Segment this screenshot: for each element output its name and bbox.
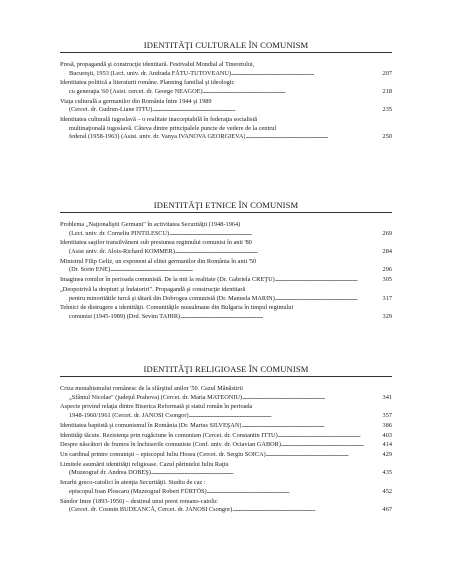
toc-entry-text: comunist (1945-1989) (Drd. Sevim TAHIR): [69, 312, 181, 320]
page-number: 296: [382, 266, 392, 274]
toc-entry: [60, 79, 392, 96]
toc-entry-line: [60, 248, 392, 257]
page-number: 341: [382, 393, 392, 401]
toc-entry-text: (Asist univ. dr. Alois-Richard KOMMER): [69, 247, 175, 255]
toc-entry-line: [60, 116, 392, 125]
page-number: 207: [382, 69, 392, 77]
toc-entry: [60, 403, 392, 420]
toc-entry-text: Un cardinal printre comunişti – episcopul Iuliu Hossu (Cercet. dr. Sergiu SOICA): [60, 451, 266, 459]
toc-entry-line: [60, 221, 392, 230]
section-cultural: [60, 40, 392, 143]
toc-entry-line: [60, 125, 392, 134]
toc-list: [60, 61, 392, 142]
toc-entry-text: multinaţională iugoslavă. Câteva dintre principalele puncte de vedere de la centrul: [69, 124, 277, 132]
toc-entry-line: [60, 506, 392, 515]
toc-entry: [60, 276, 392, 285]
toc-entry: [60, 304, 392, 321]
toc-entry-line: [60, 479, 392, 488]
toc-entry-text: Ierarhi greco-catolici în atenţia Securităţii. Studiu de caz :: [60, 479, 206, 487]
page-number: 435: [382, 469, 392, 477]
dot-leader: [278, 432, 382, 441]
toc-entry-text: „Deopotrivă la drepturi şi îndatoriri". Propagandă şi construcţie identitară: [60, 285, 246, 293]
dot-leader: [175, 248, 382, 257]
toc-entry: [60, 498, 392, 515]
toc-entry-line: [60, 239, 392, 248]
toc-entry-line: [60, 394, 392, 403]
dot-leader: [231, 70, 381, 79]
toc-list: [60, 385, 392, 515]
page-number: 250: [382, 133, 392, 141]
toc-entry-text: (Cercet. dr. Cosmin BUDEANCĂ, Cercet. dr. JÁNOSI Csongor): [69, 506, 233, 514]
toc-entry-text: (Cercet. dr. Gudrun-Liane ITTU): [69, 106, 153, 114]
page-number: 386: [382, 421, 392, 429]
toc-entry-text: Criza monahismului românesc de la sfârşitul anilor '50. Cazul Mănăstirii: [60, 385, 244, 392]
toc-entry: [60, 451, 392, 460]
toc-entry-line: [60, 276, 392, 285]
dot-leader: [151, 469, 382, 478]
toc-entry-text: federal (1958-1963) (Asist. univ. dr. Vanya IVANOVA GEORGIEVA): [69, 133, 246, 141]
toc-entry-line: [60, 441, 392, 450]
toc-entry-line: [60, 488, 392, 497]
dot-leader: [232, 506, 381, 515]
toc-entry-line: [60, 469, 392, 478]
page-number: 218: [382, 87, 392, 95]
page-number: 414: [382, 441, 392, 449]
dot-leader: [281, 441, 382, 450]
toc-entry-text: Presă, propagandă şi construcţie identitară. Festivalul Mondial al Tineretului,: [60, 61, 255, 68]
toc-entry-line: [60, 106, 392, 115]
toc-entry-text: Despre născători de frumos în închisorile comuniste (Conf. univ. dr. Octavian GABOR): [60, 441, 281, 449]
toc-entry-line: [60, 61, 392, 70]
dot-leader: [152, 106, 381, 115]
toc-entry: [60, 221, 392, 238]
toc-entry-text: episcopul Ioan Ploscaru (Muzeograf Robert FÜRTÖS): [69, 487, 207, 495]
toc-entry: [60, 116, 392, 142]
toc-entry-text: cu generaţia '60 (Asist. cercet. dr. George NEAGOE): [69, 87, 203, 95]
toc-entry: [60, 385, 392, 402]
toc-entry-text: Bucureşti, 1953 (Lect. univ. dr. Andrada FĂTU-TUTOVEANU): [69, 69, 232, 77]
page-number: 452: [382, 487, 392, 495]
toc-entry-line: [60, 461, 392, 470]
toc-entry: [60, 98, 392, 115]
toc-entry-text: „Sfântul Nicolae" (judeţul Prahova) (Cercet. dr. Maria MATEONIU): [69, 393, 243, 401]
page-number: 467: [382, 506, 392, 514]
toc-entry-text: Problema „Naţionaliştii Germani" în activitatea Securităţii (1948-1964): [60, 221, 241, 228]
toc-entry-line: [60, 432, 392, 441]
toc-entry-line: [60, 295, 392, 304]
dot-leader: [275, 295, 382, 304]
toc-entry-line: [60, 133, 392, 142]
toc-entry-text: pentru minoritătile turcă şi tătară din Dobrogea comunistă (Dr. Manuela MARIN): [69, 294, 275, 302]
toc-entry-line: [60, 313, 392, 322]
toc-entry-text: (Muzeograf dr. Andrea DOBEŞ): [69, 469, 151, 477]
toc-entry-text: Identitatea saşilor transilvăneni sub presiunea regimului comunist în anii '80: [60, 239, 252, 247]
toc-entry: [60, 422, 392, 431]
toc-entry-line: [60, 88, 392, 97]
dot-leader: [203, 88, 382, 97]
toc-entry-text: (Dr. Sorin ENE): [69, 266, 111, 274]
toc-entry-text: Limitele asumării identităţii religioase. Cazul părintelui Iuliu Raţiu: [60, 460, 229, 468]
page-number: 317: [382, 294, 392, 302]
toc-entry-line: [60, 412, 392, 421]
dot-leader: [241, 422, 381, 431]
toc-entry: [60, 461, 392, 478]
toc-entry-text: Identitatea baptistă şi comunismul în România (Dr. Marius SILVEŞAN): [60, 421, 242, 429]
toc-entry: [60, 258, 392, 275]
page-number: 403: [382, 431, 392, 439]
toc-entry-line: [60, 403, 392, 412]
toc-entry-line: [60, 79, 392, 88]
dot-leader: [110, 266, 381, 275]
dot-leader: [266, 451, 382, 460]
toc-entry-line: [60, 422, 392, 431]
toc-entry-line: [60, 286, 392, 295]
toc-entry-text: Sándor Imre (1893-1956) – destinul unui preot romano-catolic: [60, 497, 218, 505]
toc-entry-line: [60, 498, 392, 507]
dot-leader: [180, 313, 381, 322]
page-number: 235: [382, 106, 392, 114]
toc-list: [60, 221, 392, 321]
toc-entry: [60, 441, 392, 450]
section-heading: IDENTITĂŢI ETNICE ÎN COMUNISM: [60, 200, 392, 213]
toc-entry-text: 1948-1960/1961 (Cercet. dr. JÁNOSI Csongor): [69, 411, 189, 419]
toc-entry: [60, 432, 392, 441]
toc-entry-text: Identităţi tăcute. Rezistenţa prin rugăciune în comunism (Cercet. dr. Constantin ITTU): [60, 431, 278, 439]
toc-entry-text: Ministrul Filip Geltz, un exponent al elitei germanilor din România în anii '50: [60, 257, 257, 265]
dot-leader: [245, 133, 381, 142]
page-number: 284: [382, 247, 392, 255]
toc-entry-line: [60, 304, 392, 313]
section-ethnic: [60, 200, 392, 323]
section-heading: IDENTITĂŢI CULTURALE ÎN COMUNISM: [60, 40, 392, 53]
page-number: 429: [382, 451, 392, 459]
toc-entry-text: Identitatea culturală iugoslavă – o realitate inacceptabilă în federaţia socialistă: [60, 116, 258, 124]
toc-entry-line: [60, 98, 392, 107]
toc-entry-text: Tehnici de distrugere a identităţii. Comunităţile musulmane din Bulgaria în timpul regimului: [60, 304, 294, 312]
toc-entry: [60, 286, 392, 303]
toc-entry-text: Viaţa culturală a germanilor din România între 1944 şi 1989: [60, 97, 212, 105]
page-number: 329: [382, 312, 392, 320]
toc-entry: [60, 479, 392, 496]
toc-entry-text: (Lect. univ. dr. Corneliu PINTILESCU): [69, 229, 170, 237]
toc-entry: [60, 239, 392, 256]
section-heading: IDENTITĂŢI RELIGIOASE ÎN COMUNISM: [60, 364, 392, 377]
toc-entry-text: Identitatea politică a literaturii române. Planning familial şi ideologic: [60, 79, 235, 87]
dot-leader: [169, 230, 381, 239]
page-number: 269: [382, 229, 392, 237]
dot-leader: [275, 276, 382, 285]
toc-entry-text: Aspecte privind relaţia dintre Biserica Reformată şi statul român în perioada: [60, 403, 253, 411]
dot-leader: [242, 394, 381, 403]
toc-entry-line: [60, 385, 392, 394]
section-religious: [60, 364, 392, 516]
toc-entry-text: Imaginea romilor în perioada comunistă. De la mit la realitate (Dr. Gabriela CREŢU): [60, 276, 275, 284]
toc-entry: [60, 61, 392, 78]
dot-leader: [189, 412, 382, 421]
toc-entry-line: [60, 230, 392, 239]
toc-entry-line: [60, 70, 392, 79]
page-number: 305: [382, 276, 392, 284]
dot-leader: [207, 488, 382, 497]
toc-entry-line: [60, 266, 392, 275]
toc-entry-line: [60, 258, 392, 267]
page-number: 357: [382, 411, 392, 419]
toc-entry-line: [60, 451, 392, 460]
